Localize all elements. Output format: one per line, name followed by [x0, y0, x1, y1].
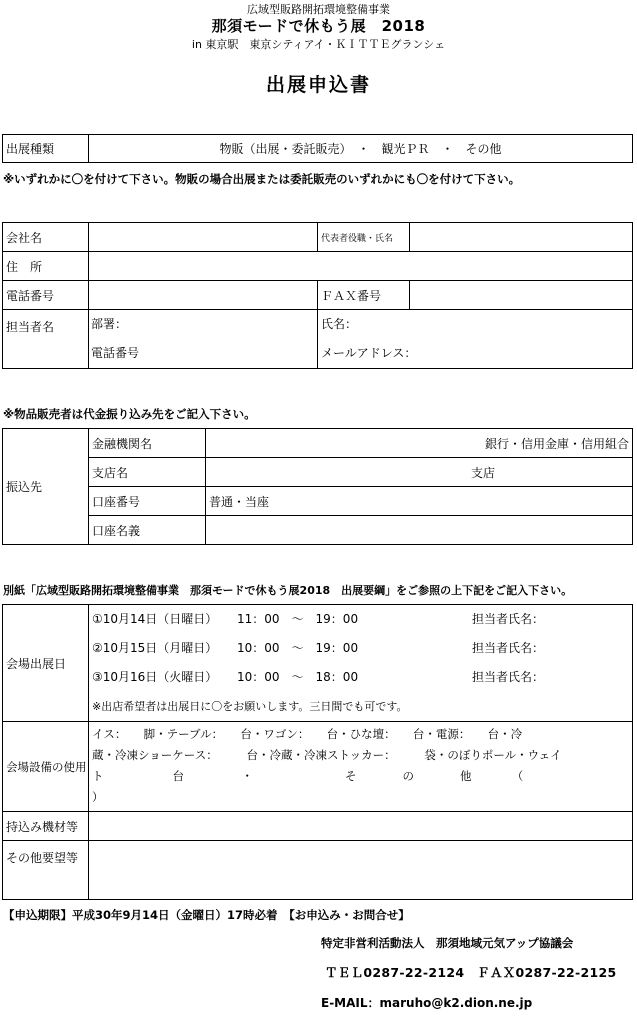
branch-field[interactable]: 支店	[206, 458, 633, 487]
account-name-field[interactable]	[206, 516, 633, 545]
day-1-date: ①10月14日（日曜日）	[92, 612, 218, 626]
deadline-text: 【申込期限】平成30年9月14日（金曜日）17時必着 【お申込み・お問合せ】	[3, 908, 410, 922]
schedule-table	[2, 604, 633, 900]
bank-note: ※物品販売者は代金振り込み先をご記入下さい。	[3, 407, 256, 421]
representative-label: 代表者役職・氏名	[318, 223, 410, 252]
schedule-day-1[interactable]	[92, 605, 629, 634]
contact-dept-phone[interactable]	[89, 310, 318, 369]
company-name-label: 会社名	[3, 223, 89, 252]
day-3-time: 10：00 ～ 18：00	[237, 670, 359, 684]
bank-label: 振込先	[3, 429, 89, 545]
equipment-line-2: 蔵・冷凍ショーケース： 台・冷蔵・冷凍ストッカー： 袋・のぼりポール・ウェイ	[92, 748, 562, 762]
day-3-date: ③10月16日（火曜日）	[92, 670, 218, 684]
equipment-label: 会場設備の使用	[3, 722, 89, 812]
fax-field[interactable]	[410, 281, 633, 310]
address-label: 住 所	[3, 252, 89, 281]
contact-name-label: 氏名：	[321, 317, 358, 331]
schedule-day-note: ※出店希望者は出展日に〇をお願いします。三日間でも可です。	[92, 700, 408, 713]
schedule-note: 別紙「広域型販路開拓環境整備事業 那須モードで休もう展2018 出展要綱」をご参照の上下記をご記入下さい。	[3, 584, 573, 597]
fax-label: ＦＡＸ番号	[318, 281, 410, 310]
branch-label: 支店名	[89, 458, 206, 487]
phone-field[interactable]	[89, 281, 318, 310]
company-name-field[interactable]	[89, 223, 318, 252]
equipment-field[interactable]	[89, 722, 633, 812]
address-field[interactable]	[89, 252, 633, 281]
contact-email-label: メールアドレス：	[321, 346, 417, 360]
other-requests-field[interactable]	[89, 841, 633, 900]
day-2-staff: 担当者氏名：	[472, 641, 545, 655]
form-title: 出展申込書	[265, 74, 371, 96]
phone-label: 電話番号	[3, 281, 89, 310]
schedule-day-2[interactable]	[92, 634, 629, 663]
schedule-day-3[interactable]	[92, 663, 629, 692]
day-2-date: ②10月15日（月曜日）	[92, 641, 218, 655]
schedule-label: 会場出展日	[3, 605, 89, 722]
equipment-line-4: ）	[92, 790, 104, 804]
account-number-field[interactable]: 普通・当座	[206, 487, 633, 516]
organizer-tel-fax: ＴＥＬ0287-22-2124 ＦＡＸ0287-22-2125	[325, 965, 617, 980]
contact-dept-label: 部署：	[91, 317, 128, 331]
contact-label: 担当者名	[3, 310, 89, 369]
day-1-staff: 担当者氏名：	[472, 612, 545, 626]
account-number-label: 口座番号	[89, 487, 206, 516]
event-title: 那須モードで休もう展 2018	[211, 17, 426, 35]
day-3-staff: 担当者氏名：	[472, 670, 545, 684]
carry-in-label: 持込み機材等	[3, 812, 89, 841]
contact-name-email[interactable]	[318, 310, 633, 369]
exhibit-type-note: ※いずれかに〇を付けて下さい。物販の場合出展または委託販売のいずれかにも〇を付けて下さい。	[3, 172, 521, 186]
exhibit-type-options[interactable]: 物販（出展・委託販売） ・ 観光ＰＲ ・ その他	[89, 135, 633, 163]
exhibit-type-label: 出展種類	[3, 135, 89, 163]
event-venue: in 東京駅 東京シティアイ・ＫＩＴＴＥグランシェ	[191, 38, 446, 51]
day-1-time: 11：00 ～ 19：00	[237, 612, 359, 626]
organizer-email[interactable]: E-MAIL：maruho@k2.dion.ne.jp	[321, 996, 533, 1010]
equipment-line-3: ト 台 ・ そ の 他 （	[92, 769, 524, 783]
representative-field[interactable]	[410, 223, 633, 252]
bank-table	[2, 428, 633, 545]
project-name: 広域型販路開拓環境整備事業	[247, 3, 390, 16]
other-requests-label: その他要望等	[3, 841, 89, 900]
account-name-label: 口座名義	[89, 516, 206, 545]
carry-in-field[interactable]	[89, 812, 633, 841]
schedule-days[interactable]	[89, 605, 633, 722]
company-info-table	[2, 222, 633, 369]
exhibit-type-table	[2, 134, 633, 163]
institution-label: 金融機関名	[89, 429, 206, 458]
contact-phone-label: 電話番号	[91, 346, 140, 360]
institution-field[interactable]: 銀行・信用金庫・信用組合	[206, 429, 633, 458]
equipment-line-1: イス： 脚・テーブル： 台・ワゴン： 台・ひな壇： 台・電源： 台・冷	[92, 727, 523, 741]
day-2-time: 10：00 ～ 19：00	[237, 641, 359, 655]
organizer-name: 特定非営利活動法人 那須地域元気アップ協議会	[321, 936, 574, 950]
